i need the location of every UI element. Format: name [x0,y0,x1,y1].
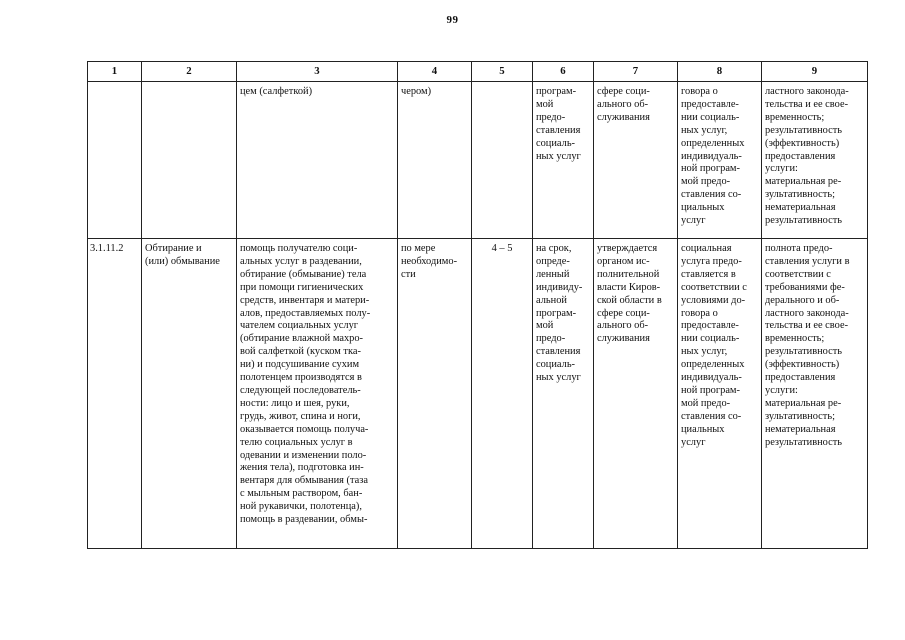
cell-term: програм- мой предо- ставления социаль- ных услуг [533,82,594,239]
cell-quality: полнота предо- ставления услуги в соответствии с требованиями фе- дерального и об- ластного законода- тельства и ее свое- временность; результативность (эффективность) предоставления услуги: материальная ре- зультативность; нематериальная результативность [762,239,868,549]
header-cell-6: 6 [533,62,594,82]
cell-term: на срок, опреде- ленный индивиду- альной програм- мой предо- ставления социаль- ных услуг [533,239,594,549]
cell-service-name: Обтирание и (или) обмывание [142,239,237,549]
cell-number: 3.1.11.2 [88,239,142,549]
table-header-row [88,62,868,82]
header-cell-7: 7 [594,62,678,82]
cell-conditions: социальная услуга предо- ставляется в соответствии с условиями до- говора о предоставле- нии социаль- ных услуг, определенных индивидуаль- ной програм- мой предо- ставления со- циальных услуг [678,239,762,549]
cell-conditions: говора о предоставле- нии социаль- ных услуг, определенных индивидуаль- ной програм- мой предо- ставления со- циальных услуг [678,82,762,239]
header-cell-5: 5 [472,62,533,82]
header-cell-4: 4 [398,62,472,82]
header-cell-3: 3 [237,62,398,82]
cell-duration: 4 – 5 [472,239,533,549]
cell-number [88,82,142,239]
page-number: 99 [446,14,459,26]
cell-tariff: утверждается органом ис- полнительной власти Киров- ской области в сфере соци- ального об- служивания [594,239,678,549]
services-table [87,61,868,549]
cell-description: помощь получателю соци- альных услуг в раздевании, обтирание (обмывание) тела при помощи гигиенических средств, инвентаря и матери- алов, предоставляемых полу- чателем социальных услуг (обтирание влажной махро- вой салфеткой (куском тка- ни) и подсушивание сухим полотенцем производятся в следующей последователь- ности: лицо и шея, руки, грудь, живот, спина и ноги, оказывается помощь получа- телю социальных услуг в одевании и изменении поло- жения тела), подготовка ин- вентаря для обмывания (таза с мыльным раствором, бан- ной рукавички, полотенца), помощь в раздевании, обмы- [237,239,398,549]
cell-duration [472,82,533,239]
header-cell-9: 9 [762,62,868,82]
table-row-3-1-11-2 [88,239,868,549]
header-cell-1: 1 [88,62,142,82]
cell-frequency: по мере необходимо- сти [398,239,472,549]
header-cell-8: 8 [678,62,762,82]
cell-quality: ластного законода- тельства и ее свое- временность; результативность (эффективность) предоставления услуги: материальная ре- зультативность; нематериальная результативность [762,82,868,239]
table-row-continuation [88,82,868,239]
cell-service-name [142,82,237,239]
cell-description: цем (салфеткой) [237,82,398,239]
cell-frequency: чером) [398,82,472,239]
header-cell-2: 2 [142,62,237,82]
cell-tariff: сфере соци- ального об- служивания [594,82,678,239]
